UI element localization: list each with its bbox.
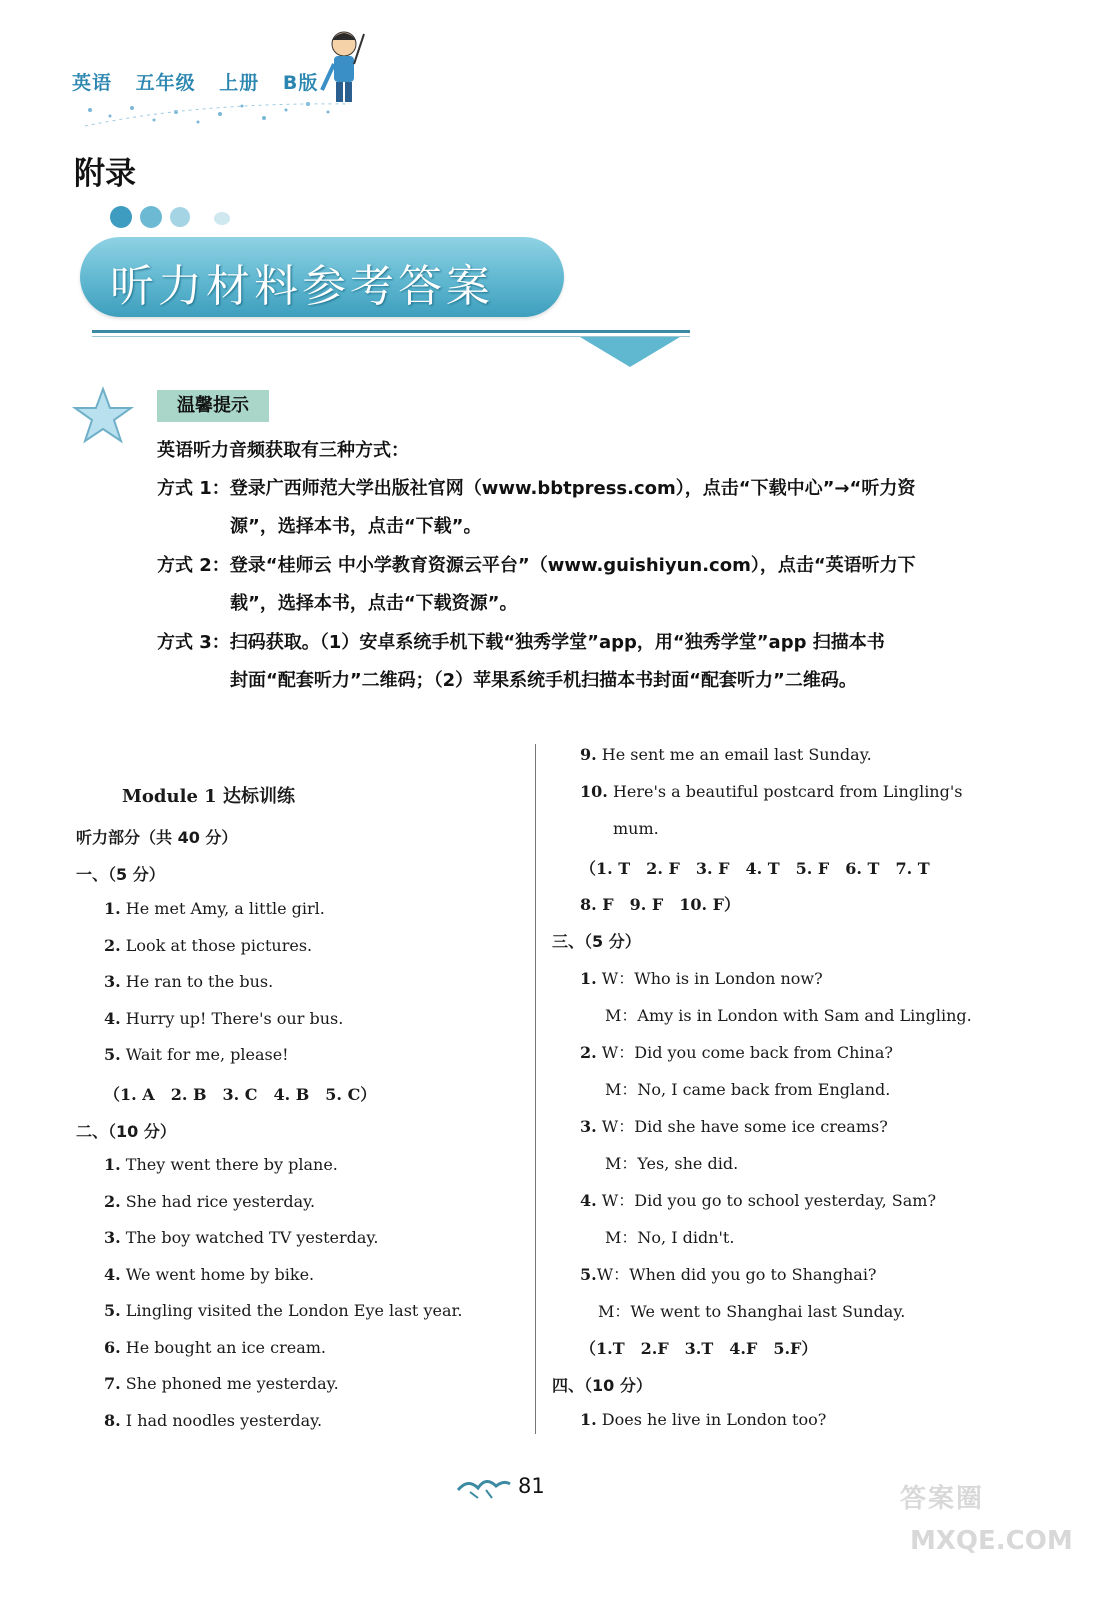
tips-label: 温馨提示 [157, 390, 269, 422]
section-3-answers: （1.T 2.F 3.T 4.F 5.F） [580, 1339, 818, 1358]
dialogue-line: 4. W：Did you go to school yesterday, Sam? [580, 1191, 937, 1210]
section-3-heading: 三、（5 分） [552, 932, 641, 951]
page-number: 81 [518, 1474, 545, 1498]
list-item: 5. Lingling visited the London Eye last year. [104, 1301, 463, 1320]
section-2-answers: （1. T 2. F 3. F 4. T 5. F 6. T 7. T [580, 859, 930, 878]
dialogue-line: M：Yes, she did. [605, 1154, 739, 1173]
boy-mascot-icon [318, 24, 368, 110]
tips-method-2: 方式 2：登录“桂师云 中小学教育资源云平台”（www.guishiyun.com），点击“英语听力下 [157, 555, 916, 576]
tips-method-3-cont: 封面“配套听力”二维码；（2）苹果系统手机扫描本书封面“配套听力”二维码。 [230, 670, 857, 691]
watermark-logo: 答案圈 [900, 1484, 985, 1514]
dialogue-line: M：No, I didn't. [605, 1228, 735, 1247]
list-item: 10. Here's a beautiful postcard from Lingling's [580, 782, 963, 801]
list-item: 1. Does he live in London too? [580, 1410, 827, 1429]
list-item: 2. Look at those pictures. [104, 936, 313, 955]
tips-method-1-cont: 源”，选择本书，点击“下载”。 [230, 516, 482, 537]
module-title: Module 1 达标训练 [122, 786, 295, 807]
bird-ornament-icon [456, 1474, 512, 1500]
list-item: 3. The boy watched TV yesterday. [104, 1228, 379, 1247]
dialogue-line: M：We went to Shanghai last Sunday. [598, 1302, 906, 1321]
list-item-wrap: mum. [613, 819, 659, 838]
list-item: 2. She had rice yesterday. [104, 1192, 316, 1211]
list-item: 4. Hurry up! There's our bus. [104, 1009, 344, 1028]
list-item: 8. I had noodles yesterday. [104, 1411, 323, 1430]
section-1-heading: 一、（5 分） [76, 865, 165, 884]
dialogue-line: 1. W：Who is in London now? [580, 969, 823, 988]
section-4-heading: 四、（10 分） [552, 1376, 652, 1395]
list-item: 1. They went there by plane. [104, 1155, 338, 1174]
header-grade: 五年级 [135, 72, 196, 94]
dialogue-line: M：No, I came back from England. [605, 1080, 891, 1099]
list-item: 7. She phoned me yesterday. [104, 1374, 339, 1393]
dialogue-line: M：Amy is in London with Sam and Lingling. [605, 1006, 972, 1025]
list-item: 4. We went home by bike. [104, 1265, 315, 1284]
tips-method-3: 方式 3：扫码获取。（1）安卓系统手机下载“独秀学堂”app，用“独秀学堂”app 扫描本书 [157, 632, 885, 653]
column-divider [535, 744, 536, 1434]
section-2-heading: 二、（10 分） [76, 1122, 176, 1141]
header-subject: 英语 [72, 72, 113, 94]
dialogue-line: 3. W：Did she have some ice creams? [580, 1117, 888, 1136]
header-edition: B版 [282, 72, 319, 94]
banner-rule [92, 330, 690, 333]
book-header [72, 68, 334, 95]
list-item: 1. He met Amy, a little girl. [104, 899, 325, 918]
star-icon [72, 386, 134, 448]
list-item: 9. He sent me an email last Sunday. [580, 745, 872, 764]
section-1-answers: （1. A 2. B 3. C 4. B 5. C） [104, 1085, 377, 1104]
banner-title: 听力材料参考答案 [110, 261, 494, 312]
tips-intro: 英语听力音频获取有三种方式： [157, 440, 409, 461]
section-2-answers-cont: 8. F 9. F 10. F） [580, 895, 741, 914]
appendix-title: 附录 [74, 156, 136, 192]
list-item: 5. Wait for me, please! [104, 1045, 289, 1064]
dialogue-line: 2. W：Did you come back from China? [580, 1043, 893, 1062]
down-triangle-icon [580, 337, 680, 369]
dialogue-line: 5.W：When did you go to Shanghai? [580, 1265, 877, 1284]
list-item: 6. He bought an ice cream. [104, 1338, 326, 1357]
list-item: 3. He ran to the bus. [104, 972, 274, 991]
tips-method-1: 方式 1：登录广西师范大学出版社官网（www.bbtpress.com），点击“下载中心”→“听力资 [157, 478, 916, 499]
tips-method-2-cont: 载”，选择本书，点击“下载资源”。 [230, 593, 518, 614]
watermark-url: MXQE.COM [910, 1526, 1073, 1556]
listening-part-heading: 听力部分（共 40 分） [76, 828, 238, 847]
header-volume: 上册 [219, 72, 260, 94]
